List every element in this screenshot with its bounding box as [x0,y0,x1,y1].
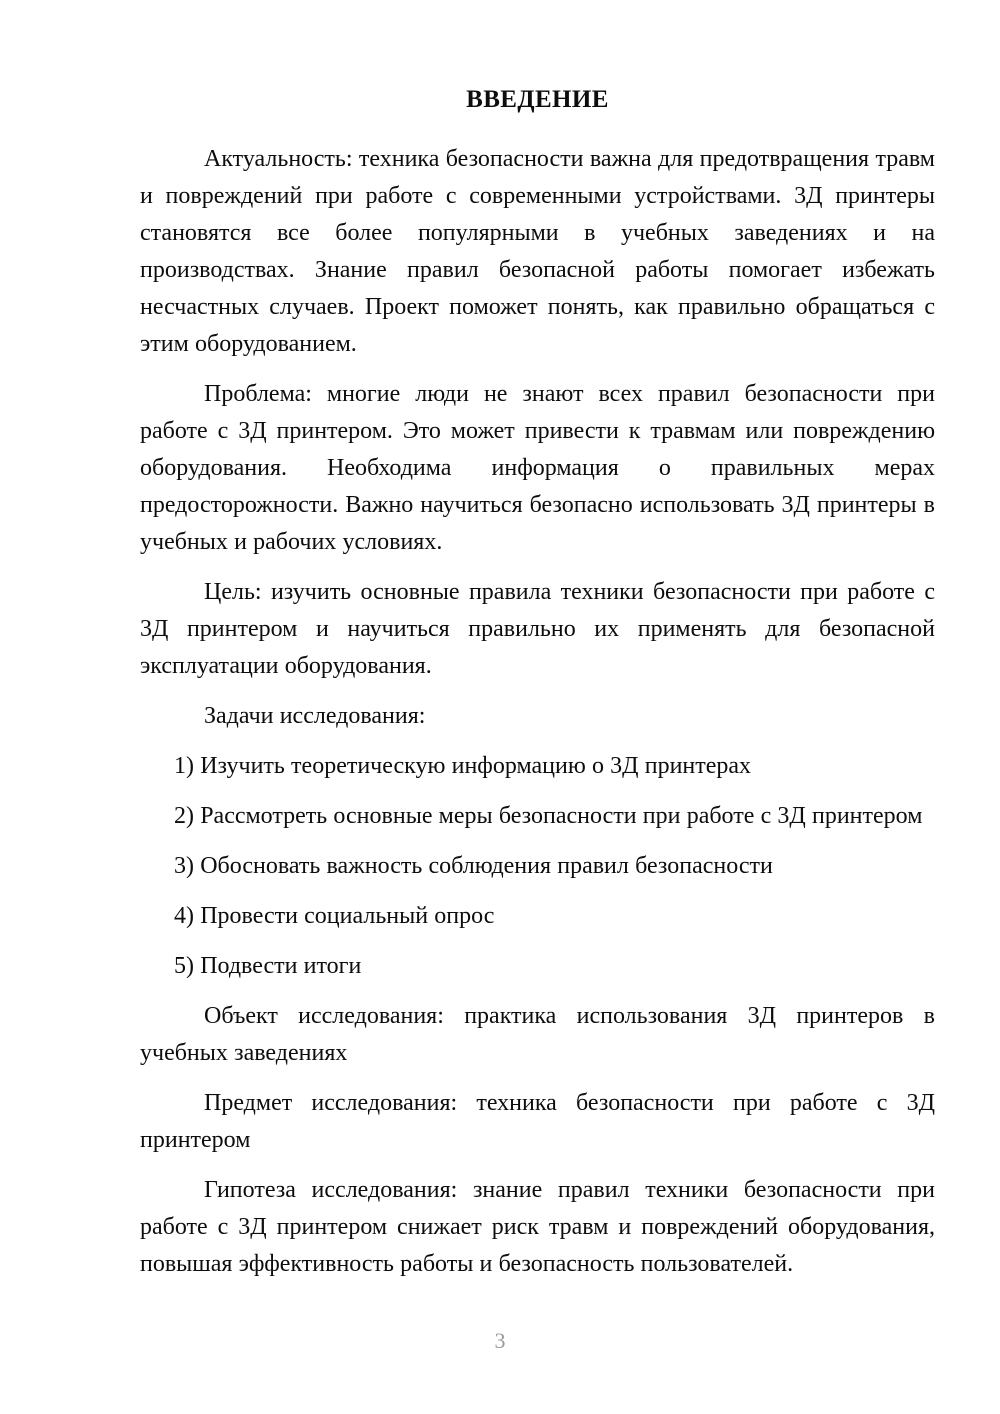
page-title: ВВЕДЕНИЕ [466,86,609,113]
page-number: 3 [494,1328,506,1353]
paragraph-hypothesis: Гипотеза исследования: знание правил техники безопасности при работе с 3Д принтером снижает риск травм и повреждений оборудования, повышая эффективность работы и безопасность пользователей. [140,1177,935,1278]
page-content [140,84,935,1283]
paragraph-subject: Предмет исследования: техника безопасности при работе с 3Д принтером [140,1090,935,1154]
tasks-heading: Задачи исследования: [204,703,426,730]
list-item: 3) Обосновать важность соблюдения правил безопасности [174,853,773,880]
list-item: 2) Рассмотреть основные меры безопасности при работе с 3Д принтером [174,803,923,830]
list-item: 5) Подвести итоги [174,953,362,980]
list-item: 4) Провести социальный опрос [174,903,495,930]
paragraph-problem: Проблема: многие люди не знают всех правил безопасности при работе с 3Д принтером. Это может привести к травмам или повреждению оборудования. Необходима информация о правильных мерах предосторожности. Важно научиться безопасно использовать 3Д принтеры в учебных и рабочих условиях. [140,381,935,556]
tasks-list [140,748,935,985]
paragraph-object: Объект исследования: практика использования 3Д принтеров в учебных заведениях [140,1003,935,1067]
paragraph-goal: Цель: изучить основные правила техники безопасности при работе с 3Д принтером и научиться правильно их применять для безопасной эксплуатации оборудования. [140,579,935,680]
list-item: 1) Изучить теоретическую информацию о 3Д принтерах [174,753,752,780]
paragraph-relevance: Актуальность: техника безопасности важна для предотвращения травм и повреждений при работе с современными устройствами. 3Д принтеры становятся все более популярными в учебных заведениях и на производствах. Знание правил безопасной работы помогает избежать несчастных случаев. Проект поможет понять, как правильно обращаться с этим оборудованием. [140,146,935,358]
